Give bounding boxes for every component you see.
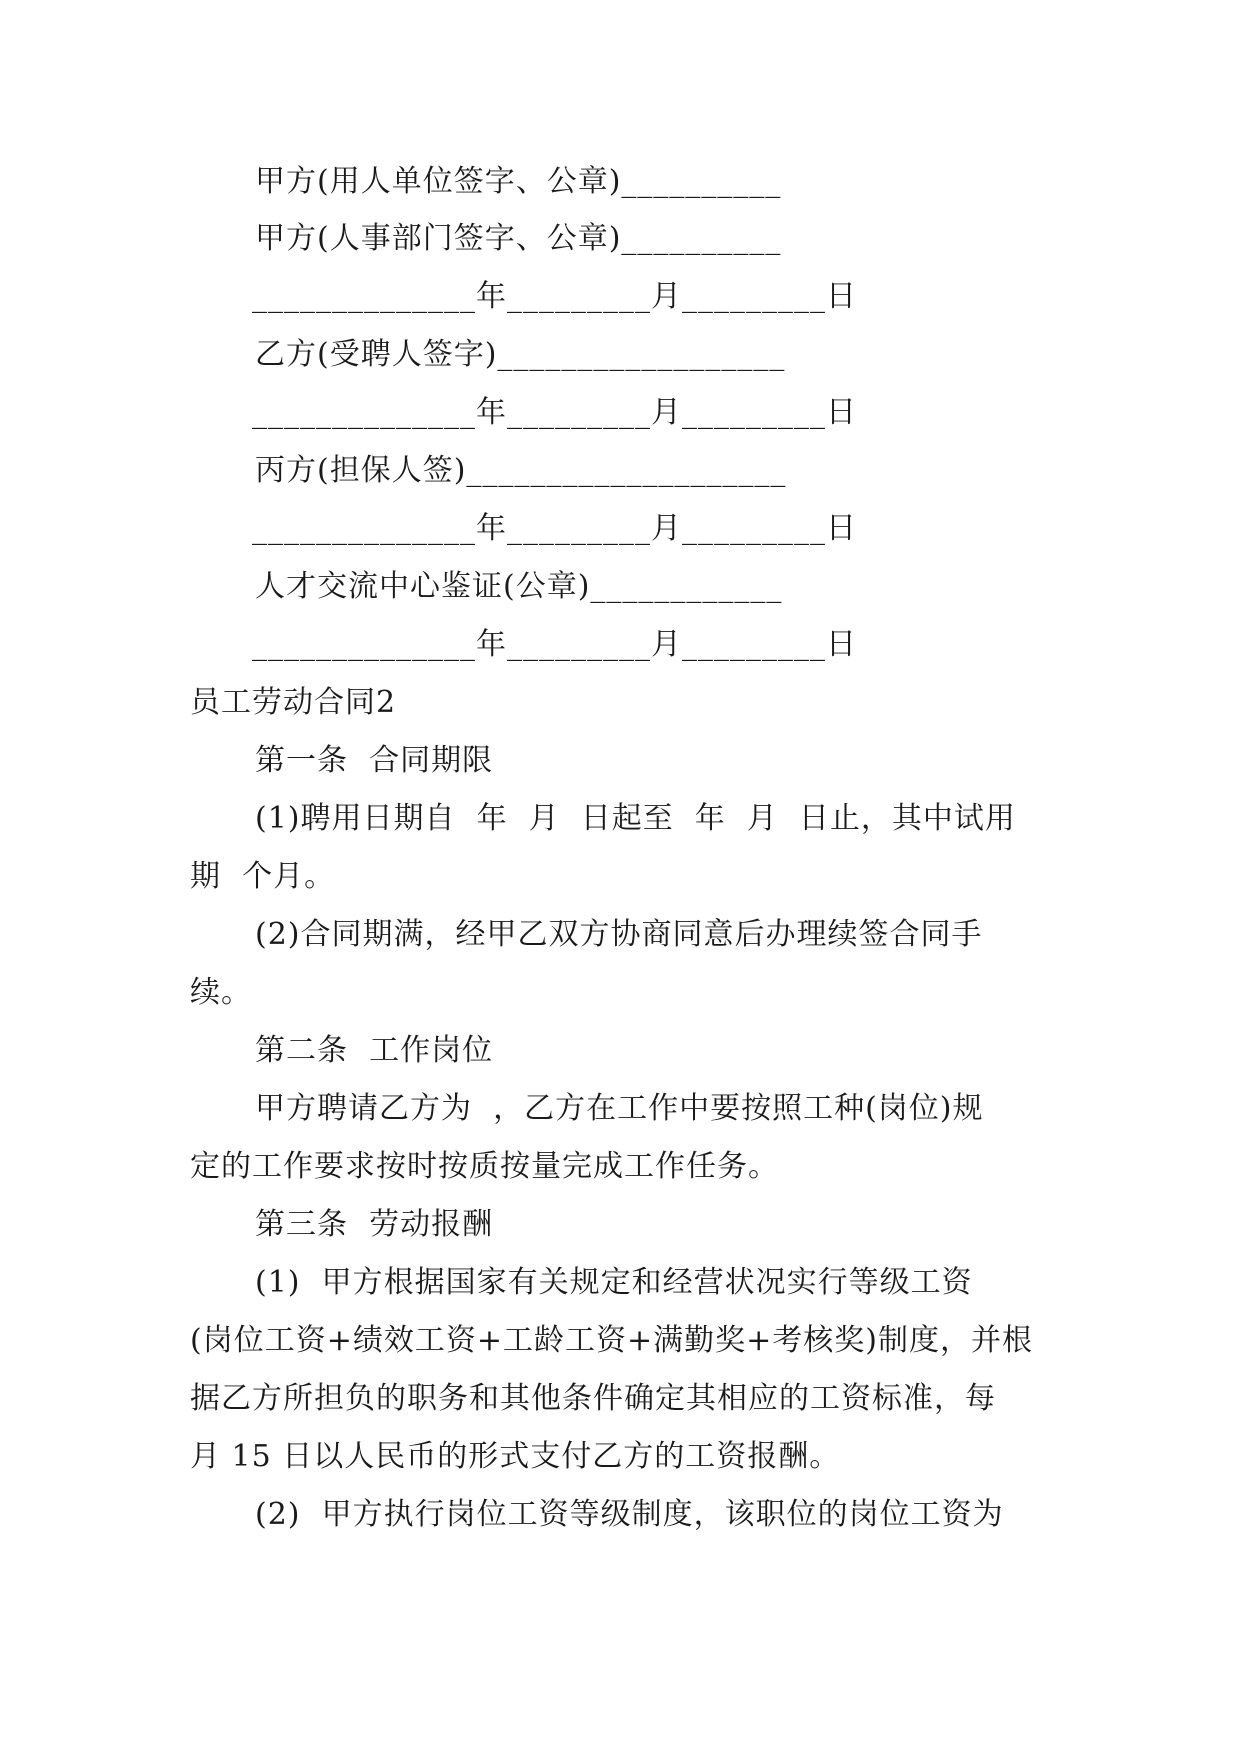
sig-date-1: ______________年_________月_________日 [252,279,857,314]
article-1-heading: 第一条 合同期限 [255,743,494,778]
sig-date-3: ______________年_________月_________日 [252,511,857,546]
article-1-clause-2-line-1: (2)合同期满，经甲乙双方协商同意后办理续签合同手 [255,917,983,952]
article-3-heading: 第三条 劳动报酬 [255,1207,494,1242]
article-2-para-line-1: 甲方聘请乙方为 ，乙方在工作中要按照工种(岗位)规 [255,1091,984,1126]
article-1-clause-2-line-2: 续。 [190,975,252,1010]
sig-party-a-unit: 甲方(用人单位签字、公章)__________ [255,164,782,199]
article-3-clause-2-line-1: (2) 甲方执行岗位工资等级制度，该职位的岗位工资为 [255,1497,1004,1532]
article-2-para-line-2: 定的工作要求按时按质按量完成工作任务。 [190,1149,779,1184]
article-3-clause-1-line-3: 据乙方所担负的职务和其他条件确定其相应的工资标准，每 [190,1381,996,1416]
article-3-clause-1-line-4: 月 15 日以人民币的形式支付乙方的工资报酬。 [190,1439,841,1474]
sig-date-4: ______________年_________月_________日 [252,627,857,662]
sig-talent-center: 人才交流中心鉴证(公章)____________ [255,569,783,604]
article-1-clause-1-line-1: (1)聘用日期自 年 月 日起至 年 月 日止，其中试用 [255,801,1016,836]
article-3-clause-1-line-1: (1) 甲方根据国家有关规定和经营状况实行等级工资 [255,1265,973,1300]
article-2-heading: 第二条 工作岗位 [255,1033,494,1068]
contract-title: 员工劳动合同2 [190,685,397,720]
article-1-clause-1-line-2: 期 个月。 [190,859,336,894]
sig-party-c: 丙方(担保人签)____________________ [255,453,787,488]
article-3-clause-1-line-2: (岗位工资+绩效工资+工龄工资+满勤奖+考核奖)制度，并根 [190,1323,1033,1358]
sig-date-2: ______________年_________月_________日 [252,395,857,430]
sig-party-a-hr: 甲方(人事部门签字、公章)__________ [255,221,782,256]
sig-party-b: 乙方(受聘人签字)__________________ [255,337,786,372]
